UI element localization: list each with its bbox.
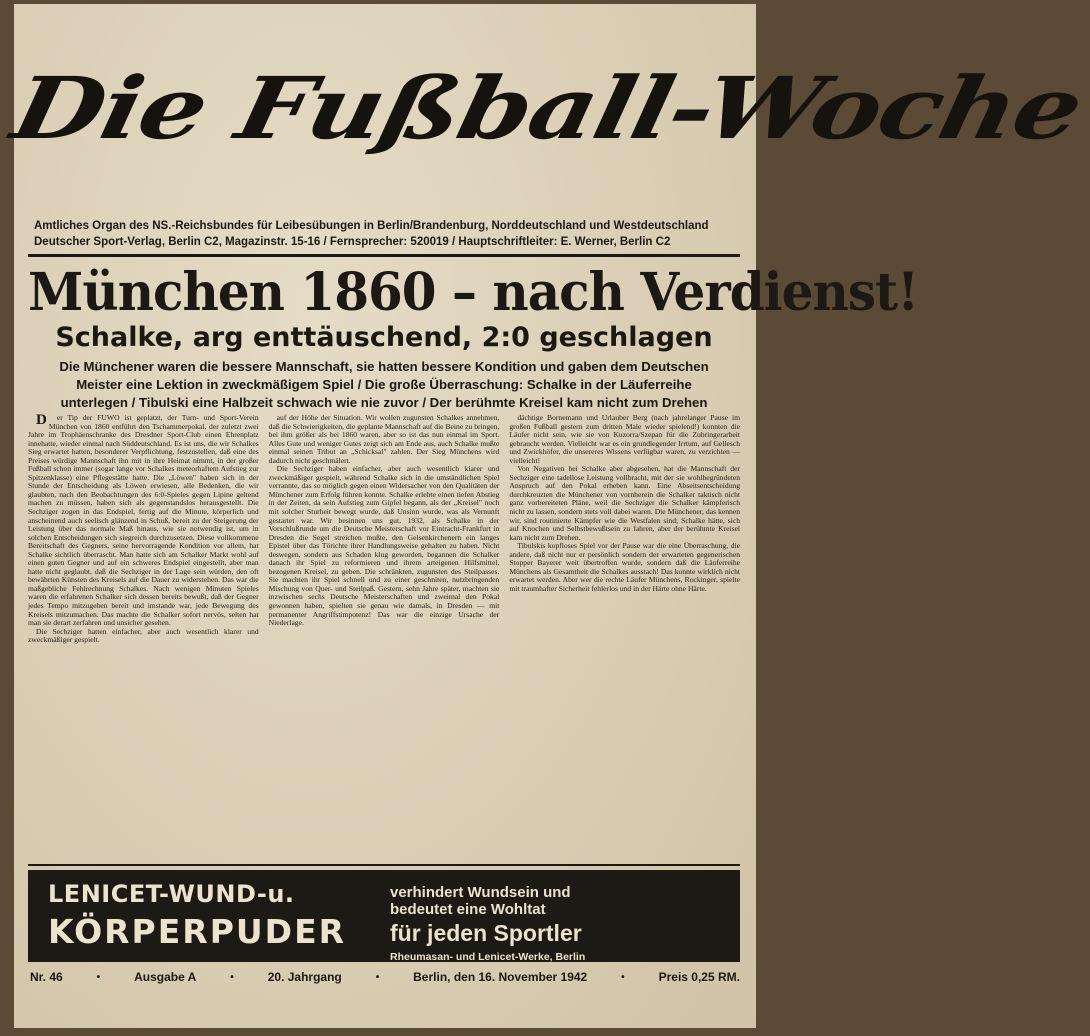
article-paragraph: Von Negativen bei Schalke aber abgesehen, hat die Mannschaft der Sechziger eine tadellose Leistung vollbracht, mit der sie wohlbegründeten Anspruch auf den Pokal erheben kann. Eine Abseitsentscheidung durchkreuzten die Münchener von vornherein die Schalker taktisch nicht ganz vorbereiteten Pläne, weil die Sechziger die Schalker kämpferisch nicht zu lassen, sondern stets voll dabei waren. Die Münchener, das kennen wir, sind routinierte Kämpfer wie die Westfalen sind; Schalke hätte, sich auf Knochen und Selbstbewußtsein zu fahren, aber der berühmte Kreisel kam nicht zum Drehen. — [509, 464, 741, 542]
sub-headline: Schalke, arg enttäuschend, 2:0 geschlagen — [55, 322, 713, 353]
article-deck — [34, 358, 734, 412]
separator-dot: • — [230, 971, 234, 983]
masthead-title: Die Fußball-Woche — [4, 57, 1090, 159]
article-body — [28, 414, 740, 860]
ad-brand — [28, 870, 384, 962]
advertisement — [28, 870, 740, 962]
article-paragraph: Die Sechziger haben einfacher, aber auch wesentlich klarer und zweckmäßiger gespielt, während Schalke sich in die umständlichen Spiel verrannte, das so möglich gegen einen Widersacher von den Qualitäten der Münchener zum Erfolg führen konnte. Schalke erlebte einen tiefen Abstieg in der Zeiten, da sein Aufstieg zum Gipfel begann, als der „Kreisel" noch mit solcher Sturheit bewegt wurde, daß Unsinn wurde, was als Vernunft gestartet war. Wir besinnen uns gut, 1932, als Schalke in der Vorschlußrunde um die Deutsche Meisterschaft vor Eintracht-Frankfurt in Dresden die Segel streichen mußte, den Gelsenkirchenern ein langes Epistel über das Törichte ihrer Handlungsweise gehalten zu haben. Nicht deswegen, sondern aus Schaden klug geworden, begannen die Schalker danach ihr Spiel zu reformieren und ihrem arteigenen Hilfsmittel, bezogenen Kreisel, zu geben. Die schränkten, zugunsten des Steilpasses. Sie machten ihr Spiel schnell und zu einer geschniten, nutzbringenden Mischung von Quer- und Steilpaß. Gestern, sehn Jahre später, machten sie inzwischen sechs Deutsche Meisterschaften und zweimal den Pokal gewonnen haben, spielten sie genau wie damals, in Dresden — mit permanenter Angriffstimpotenz! Das war die einzige Ursache der Niederlage. — [268, 464, 500, 628]
main-headline: München 1860 – nach Verdienst! — [28, 260, 919, 323]
separator-dot: • — [375, 971, 380, 983]
deck-line: Die Münchener waren die bessere Mannschaft, sie hatten bessere Kondition und gaben dem Deutschen — [59, 359, 709, 374]
ad-tag-line2: bedeutet eine Wohltat — [390, 901, 546, 918]
masthead-organ-line: Amtliches Organ des NS.-Reichsbundes für Leibesübungen in Berlin/Brandenburg, Norddeutschland und Westdeutschland — [34, 220, 709, 232]
issue-date: Berlin, den 16. November 1942 — [413, 970, 588, 984]
edition: Ausgabe A — [134, 970, 197, 984]
article-column-2 — [269, 414, 500, 860]
article-paragraph: D er Tip der FUWO ist geplatzt, der Turn- und Sport-Verein München von 1860 entführt den Tschammerpokal, der zuletzt zwei Jahre im Trophäenschranke des Dresdner Sport-Club einen Ehrenplatz innehatte, wieder einmal nach Süddeutschland. Es ist uns, die wir Schalkes Sieg erwartet hatten, besonderer Verpflichtung, festzustellen, daß eine des Preises würdige Mannschaft ihn mit in ihre Heimat nimmt, in der großer Fußball schon immer (sogar lange vor Schalkes meteorhaftem Aufstieg zur Spitzenklasse) eine Pflegestätte hatte. Die „Löwen" haben sich in der Stunde der Entscheidung als Löwen erwiesen, alle Bedenken, die wir glaubten, nach den Beobachtungen des 6:0-Spieles gegen Lipine geltend machen zu müssen, haben sich als gegenstandslos herausgestellt. Die Sechziger zogen in das Endspiel, fertig auf die Minute, körperlich und anscheinend auch seelisch glänzend in Schuß, bereit zu der Steigerung der Leistung über das normale Maß hinaus, wie sie notwendig ist, um in solchen Entscheidungen sich siegreich durchzusetzen. Diese vollkommene Bereitschaft des Gegners, seine hervorragende Kondition vor allem, hat Schalke sichtlich überrascht. Man hatte sich am Schalker Markt wohl auf einen guten Gegner und auf ein schweres Endspiel eingestellt, aber man hatte nicht geglaubt, daß die Sechziger in der Lage sein würden, den oft bewährten Künsten des Kreisels auf die Dauer zu widerstehen. Das war die maßgebliche Fehlrechnung Schalkes. Nach wenigen Minuten Spieles waren die erfahrenen Schalker sich dessen bereits bewußt, daß der Gegner jedes Tempo mitzugehen bereit und imstande war, jede Bewegung des Kreisels mitzumachen. Das machte die Schalker sofort nervös, selten hat man sie derart zerfahren und unsicher gesehen. — [28, 412, 259, 628]
masthead-rule — [28, 254, 740, 257]
footer-info — [30, 970, 740, 984]
newspaper-page — [4, 4, 1090, 1028]
volume: 20. Jahrgang — [267, 970, 342, 984]
article-paragraph: Die Sechziger hatten einfacher, aber auch wesentlich klarer und zweckmäßiger gespielt. — [28, 626, 259, 645]
article-paragraph: auf der Höhe der Situation. Wir wollen zugunsten Schalkes annehmen, daß die Schwierigkeiten, die geplante Mannschaft auf die Beine zu bringen, bei ihm größer als bei 1860 waren, aber so ist das nun einmal im Sport. Alles Gute und weniger Gutes zeigt sich am Ende aus, auch Schalke mußte einmal seinen Tribut an „Schicksal" zahlen. Der Sieg Münchens wird dadurch nicht geschmälert. — [268, 413, 500, 465]
ad-top-rule — [28, 864, 740, 866]
issue-number: Nr. 46 — [30, 970, 63, 984]
deck-line: unterlegen / Tibulski eine Halbzeit schwach wie nie zuvor / Der berühmte Kreisel kam nicht zum Drehen — [60, 395, 708, 410]
ad-tag-line3: für jeden Sportler — [390, 920, 582, 946]
ad-brand-line1: LENICET-WUND-u. — [48, 880, 295, 908]
ad-tagline — [384, 870, 740, 962]
price: Preis 0,25 RM. — [658, 970, 740, 984]
ad-brand-line2: KÖRPERPUDER — [48, 912, 347, 951]
article-paragraph: dächtige Bornemann und Urlauber Berg (nach jahrelanger Pause im großen Fußball gestern zum dritten Male wieder spielend!) konnten die Läufer nicht sein, wie sie von Kuzorra/Szepan für die Zubringerarbeit gebraucht werden. Vielleicht war es ein grundlegender Irrtum, auf Gellesch und Zwickhöfer, die unsereres Wissens verfügbar waren, zu verzichten — vielleicht! — [509, 413, 741, 465]
ad-maker: Rheumasan- und Lenicet-Werke, Berlin — [390, 951, 586, 963]
ad-tag-line1: verhindert Wundsein und — [390, 884, 571, 901]
masthead-publisher-line: Deutscher Sport-Verlag, Berlin C2, Magazinstr. 15-16 / Fernsprecher: 520019 / Hauptschriftleiter: E. Werner, Berlin C2 — [34, 236, 671, 248]
article-paragraph: Tibulskis kopfloses Spiel vor der Pause war die eine Überraschung, die andere, daß nicht nur er persönlich sondern der erwarteten gegenerischen Stopper Bayerer weit übertroffen wurde, sondern daß die Läuferreihe Münchens als Gesamtheit die Schalkes ausstach! Das konnte wirklich nicht erwartet werden. Aber wer die rechte Läufer Münchens, Rockinger, spielte mit traumhafter Sicherheit fehlerlos und in der Härte ohne Härte. — [509, 541, 741, 593]
drop-cap: D — [36, 412, 47, 428]
deck-line: Meister eine Lektion in zweckmäßigem Spiel / Die große Überraschung: Schalke in der Läuferreihe — [76, 377, 692, 392]
article-column-1 — [28, 414, 259, 860]
separator-dot: • — [96, 971, 101, 983]
separator-dot: • — [621, 971, 625, 983]
masthead — [4, 56, 1090, 248]
article-column-3 — [509, 414, 740, 860]
